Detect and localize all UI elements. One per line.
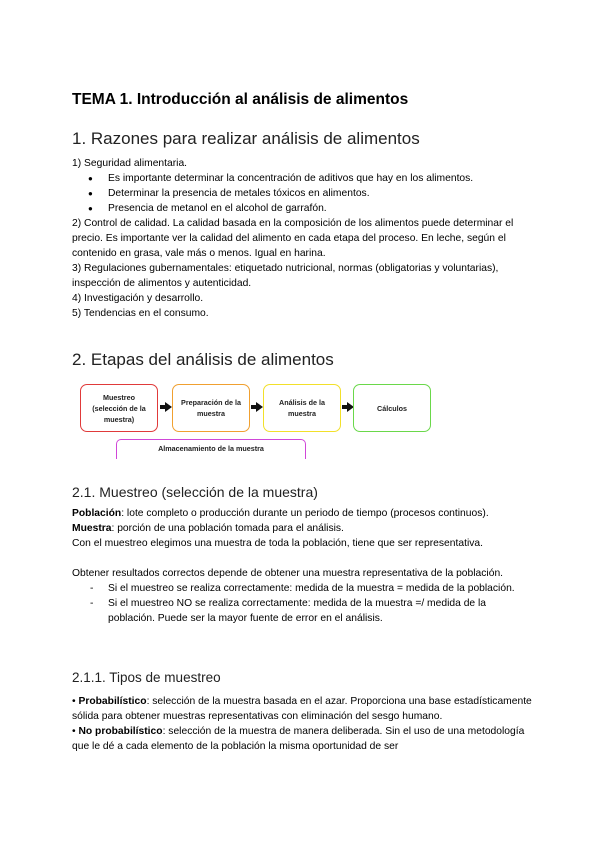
def-probabilistico: : selección de la muestra basada en el azar. Proporciona una base estadísticamente sólida para obtener muestras representativas con eliminación del sesgo humano. [72,696,532,722]
section-1-heading: 1. Razones para realizar análisis de alimentos [72,129,420,148]
reason-2: 2) Control de calidad. La calidad basada en la composición de los alimentos puede determinar el precio. Es importante ver la calidad del alimento en cada etapa del proceso. En leche, según el contenido en grasa, vale más o menos. Igual en harina. [72,218,514,259]
paragraph: Obtener resultados correctos depende de obtener una muestra representativa de la población. [72,568,504,579]
section-2-heading: 2. Etapas del análisis de alimentos [72,350,334,369]
term-no-probabilistico: No probabilístico [78,726,163,737]
stage-analisis: Análisis de la muestra [263,384,341,432]
def-no-probabilistico: : selección de la muestra de manera deliberada. Sin el uso de una metodología que le dé a cada elemento de la población la misma oportunidad de ser [72,726,525,752]
dash-list [72,581,532,626]
reason-1: 1) Seguridad alimentaria. [72,158,188,169]
def-poblacion: : lote completo o producción durante un periodo de tiempo (procesos continuos). [121,508,489,519]
reason-1-bullets [72,171,532,216]
analysis-stages-diagram [80,384,440,460]
section-2-1-body [72,506,532,626]
stage-muestreo: Muestreo (selección de la muestra) [80,384,158,432]
stage-almacenamiento: Almacenamiento de la muestra [116,439,306,459]
section-2-1-1-heading: 2.1.1. Tipos de muestreo [72,670,221,685]
paragraph: Con el muestreo elegimos una muestra de toda la población, tiene que ser representativa. [72,538,483,549]
definition-poblacion [72,506,532,521]
bullet-item: ● Presencia de metanol en el alcohol de garrafón. [72,201,532,216]
stage-preparacion: Preparación de la muestra [172,384,250,432]
stage-calculos: Cálculos [353,384,431,432]
bullet-item: ● Es importante determinar la concentración de aditivos que hay en los alimentos. [72,171,532,186]
page-title: TEMA 1. Introducción al análisis de alimentos [72,91,409,108]
section-2-1-heading: 2.1. Muestreo (selección de la muestra) [72,484,318,500]
def-muestra: : porción de una población tomada para el análisis. [111,523,344,534]
term-poblacion: Población [72,508,122,519]
bullet-item: ● Determinar la presencia de metales tóxicos en alimentos. [72,186,532,201]
term-muestra: Muestra [72,523,112,534]
definition-muestra [72,521,532,536]
arrow-icon [160,402,172,412]
spacer [72,551,532,566]
section-2-1-1-body [72,694,532,754]
type-no-probabilistico: • No probabilístico: selección de la muestra de manera deliberada. Sin el uso de una metodología que le dé a cada elemento de la población la misma oportunidad de ser [72,726,525,752]
dash-item: - Si el muestreo NO se realiza correctamente: medida de la muestra =/ medida de la población. Puede ser la mayor fuente de error en el análisis. [72,596,532,626]
reason-3: 3) Regulaciones gubernamentales: etiquetado nutricional, normas (obligatorias y voluntarias), inspección de alimentos y autenticidad. [72,263,499,289]
term-probabilistico: Probabilístico [78,696,147,707]
type-probabilistico: • Probabilístico: selección de la muestra basada en el azar. Proporciona una base estadísticamente sólida para obtener muestras representativas con eliminación del sesgo humano. [72,696,532,722]
arrow-icon [251,402,263,412]
reason-5: 5) Tendencias en el consumo. [72,308,209,319]
section-1-body [72,156,532,321]
reason-4: 4) Investigación y desarrollo. [72,293,204,304]
dash-item: - Si el muestreo se realiza correctamente: medida de la muestra = medida de la población. [72,581,532,596]
